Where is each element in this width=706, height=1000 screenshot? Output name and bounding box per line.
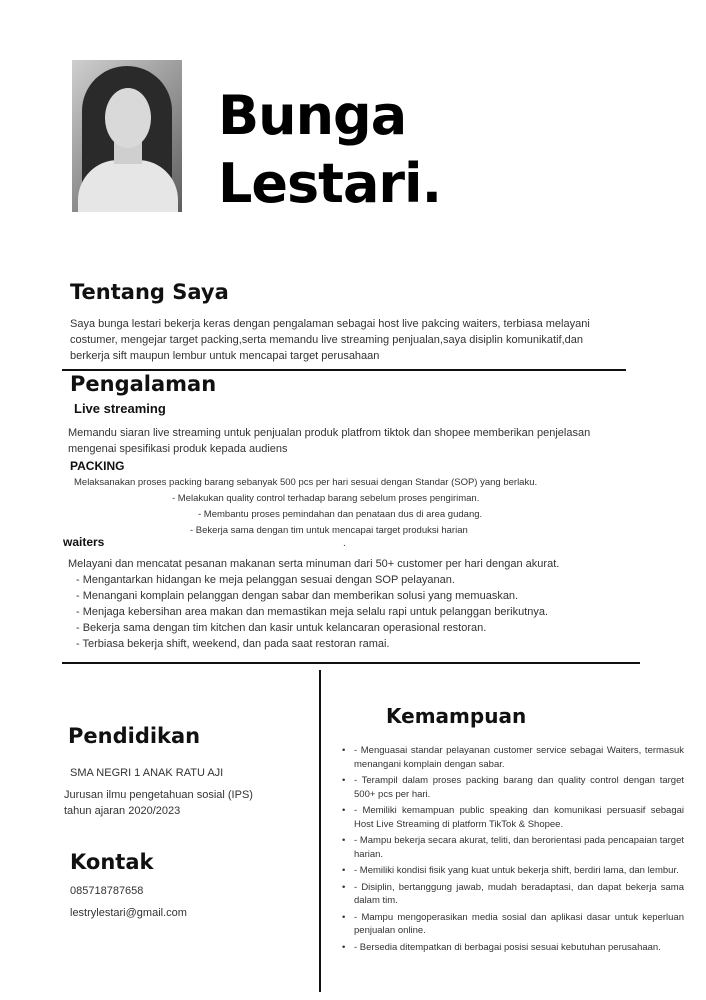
packing-title: PACKING [70, 459, 125, 473]
packing-line: - Melakukan quality control terhadap barang sebelum proses pengiriman. [172, 493, 480, 504]
about-line: berkerja sift maupun lembur untuk mencapai target perusahaan [70, 350, 380, 362]
bullet-icon: • [342, 941, 346, 953]
vertical-divider [319, 670, 321, 992]
skill-item [342, 941, 684, 955]
waiters-line: - Bekerja sama dengan tim kitchen dan kasir untuk kelancaran operasional restoran. [76, 622, 487, 634]
bullet-icon: • [342, 745, 346, 756]
skill-text: - Mampu bekerja secara akurat, teliti, dan berorientasi pada pencapaian target harian. [354, 835, 684, 860]
waiters-line: - Mengantarkan hidangan ke meja pelanggan sesuai dengan SOP pelayanan. [76, 574, 455, 586]
skill-item [342, 834, 684, 861]
skill-item [342, 774, 684, 801]
packing-line: Melaksanakan proses packing barang sebanyak 500 pcs per hari sesuai dengan Standar (SOP) yang berlaku. [74, 477, 538, 488]
skill-item [342, 864, 684, 878]
about-text [70, 316, 650, 364]
full-name [218, 82, 441, 218]
skill-text: - Bersedia ditempatkan di berbagai posisi sesuai kebutuhan perusahaan. [354, 941, 661, 953]
packing-line: - Bekerja sama dengan tim untuk mencapai target produksi harian [190, 525, 468, 536]
name-line-2: Lestari. [218, 152, 442, 215]
live-streaming-title: Live streaming [74, 401, 166, 416]
divider [62, 369, 626, 371]
packing-text [74, 475, 634, 539]
skill-text: - Memiliki kemampuan public speaking dan komunikasi persuasif sebagai Host Live Streaming di platform TikTok & Shopee. [354, 805, 684, 830]
skill-text: - Mampu mengoperasikan media sosial dan aplikasi dasar untuk keperluan penjualan online. [354, 911, 684, 936]
waiters-line: - Terbiasa bekerja shift, weekend, dan pada saat restoran ramai. [76, 638, 390, 650]
about-line: Saya bunga lestari bekerja keras dengan pengalaman sebagai host live pakcing waiters, terbiasa melayani [70, 318, 590, 330]
skills-list [342, 744, 684, 957]
about-line: costumer, mengejar target packing,serta memandu live streaming penjualan,saya disiplin komunikatif,dan [70, 334, 583, 346]
stray-dot: . [343, 538, 346, 549]
education-school: SMA NEGRI 1 ANAK RATU AJI [70, 767, 224, 779]
live-line: Memandu siaran live streaming untuk penjualan produk platfrom tiktok dan shopee memberikan penjelasan [68, 427, 591, 439]
profile-photo [72, 60, 182, 212]
education-major: Jurusan ilmu pengetahuan sosial (IPS) [64, 789, 253, 801]
bullet-icon: • [342, 835, 346, 846]
education-year: tahun ajaran 2020/2023 [64, 805, 181, 817]
live-streaming-text [68, 425, 658, 457]
about-title: Tentang Saya [70, 280, 229, 304]
bullet-icon: • [342, 775, 346, 786]
skill-item [342, 881, 684, 908]
waiters-text [68, 556, 668, 652]
waiters-title: waiters [63, 535, 105, 549]
bullet-icon: • [342, 865, 346, 876]
contact-phone: 085718787658 [70, 885, 144, 897]
photo-face [105, 88, 151, 148]
waiters-line: Melayani dan mencatat pesanan makanan serta minuman dari 50+ customer per hari dengan akurat. [68, 558, 560, 570]
skill-item [342, 804, 684, 831]
skill-item [342, 744, 684, 771]
skill-text: - Memiliki kondisi fisik yang kuat untuk bekerja shift, berdiri lama, dan lembur. [354, 865, 679, 876]
bullet-icon: • [342, 805, 346, 816]
skill-text: - Terampil dalam proses packing barang dan quality control dengan target 500+ pcs per hari. [354, 775, 684, 800]
photo-body [78, 160, 178, 212]
divider [62, 662, 640, 664]
contact-title: Kontak [70, 850, 154, 874]
waiters-line: - Menangani komplain pelanggan dengan sabar dan memberikan solusi yang memuaskan. [76, 590, 519, 602]
experience-title: Pengalaman [70, 372, 217, 396]
skill-text: - Disiplin, bertanggung jawab, mudah beradaptasi, dan dapat bekerja sama dalam tim. [354, 881, 684, 906]
education-title: Pendidikan [68, 724, 201, 748]
waiters-line: - Menjaga kebersihan area makan dan memastikan meja selalu rapi untuk pelanggan berikutnya. [76, 606, 549, 618]
skill-item [342, 911, 684, 938]
skill-text: - Menguasai standar pelayanan customer service sebagai Waiters, termasuk menangani komplain dengan sabar. [354, 745, 684, 770]
packing-line: - Membantu proses pemindahan dan penataan dus di area gudang. [198, 509, 483, 520]
contact-email: lestrylestari@gmail.com [70, 907, 187, 919]
name-line-1: Bunga [218, 84, 407, 147]
bullet-icon: • [342, 911, 346, 923]
live-line: mengenai spesifikasi produk kepada audiens [68, 443, 288, 455]
bullet-icon: • [342, 881, 346, 893]
skills-title: Kemampuan [386, 704, 527, 728]
